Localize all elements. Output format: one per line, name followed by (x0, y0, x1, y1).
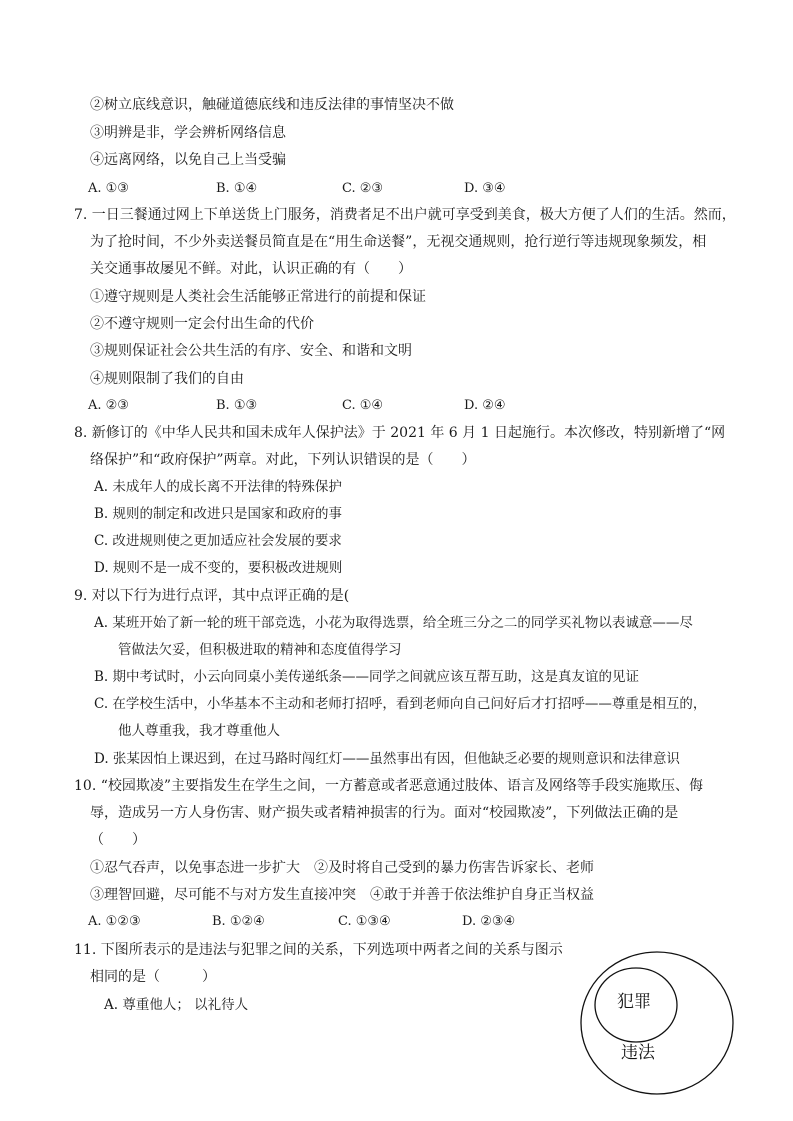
q8-stem-line-2: 络保护”和“政府保护”两章。对此，下列认识错误的是（ ） (90, 452, 476, 468)
q10-option-d: D. ②③④ (462, 914, 516, 929)
q9-option-b: B. 期中考试时，小云向同桌小美传递纸条——同学之间就应该互帮互助，这是真友谊的见证 (94, 669, 640, 685)
statement-2: ②树立底线意识，触碰道德底线和违反法律的事情坚决不做 (90, 97, 454, 113)
q11-stem-line-1: 11. 下图所表示的是违法与犯罪之间的关系，下列选项中两者之间的关系与图示 (74, 942, 563, 958)
q7-statement-4: ④规则限制了我们的自由 (90, 371, 244, 387)
q9-option-c-line-1: C. 在学校生活中，小华基本不主动和老师打招呼，看到老师向自己问好后才打招呼——尊重是相互的， (94, 696, 707, 712)
q7-statement-2: ②不遵守规则一定会付出生命的代价 (90, 316, 314, 332)
q9-stem: 9. 对以下行为进行点评，其中点评正确的是( (74, 588, 350, 604)
q10-stem-line-2: 辱，造成另一方人身伤害、财产损失或者精神损害的行为。面对“校园欺凌”，下列做法正确的是 (90, 805, 679, 821)
q11-option-a: A. 尊重他人； 以礼待人 (104, 997, 249, 1013)
option-c: C. ②③ (342, 181, 384, 196)
q8-stem-line-1: 8. 新修订的《中华人民共和国未成年人保护法》于 2021 年 6 月 1 日起施行。本次修改，特别新增了“网 (74, 425, 726, 441)
q9-option-a-line-1: A. 某班开始了新一轮的班干部竞选，小花为取得选票，给全班三分之二的同学买礼物以表诚意——尽 (94, 615, 693, 631)
q10-option-c: C. ①③④ (338, 914, 391, 929)
q10-option-a: A. ①②③ (88, 914, 141, 929)
outer-label: 违法 (621, 1043, 655, 1063)
q10-statements-line-1: ①忍气吞声，以免事态进一步扩大 ②及时将自己受到的暴力伤害告诉家长、老师 (90, 860, 594, 876)
q7-stem-line-3: 关交通事故屡见不鲜。对此，认识正确的有（ ） (90, 261, 412, 277)
q7-option-b: B. ①③ (216, 398, 258, 413)
q8-option-c: C. 改进规则使之更加适应社会发展的要求 (94, 533, 342, 549)
q7-option-d: D. ②④ (464, 398, 506, 413)
q7-statement-1: ①遵守规则是人类社会生活能够正常进行的前提和保证 (90, 289, 426, 305)
option-d: D. ③④ (464, 181, 506, 196)
q7-option-c: C. ①④ (342, 398, 384, 413)
q9-option-d: D. 张某因怕上课迟到，在过马路时闯红灯——虽然事出有因，但他缺乏必要的规则意识和法律意识 (94, 751, 680, 767)
q8-option-a: A. 未成年人的成长离不开法律的特殊保护 (94, 479, 342, 495)
q8-option-b: B. 规则的制定和改进只是国家和政府的事 (94, 506, 343, 522)
inner-label: 犯罪 (617, 992, 651, 1012)
q10-option-b: B. ①②④ (212, 914, 265, 929)
q9-option-a-line-2: 管做法欠妥，但积极进取的精神和态度值得学习 (118, 642, 402, 658)
q7-stem-line-2: 为了抢时间，不少外卖送餐员简直是在“用生命送餐”，无视交通规则，抢行逆行等违规现象频发，相 (90, 234, 707, 250)
statement-3: ③明辨是非，学会辨析网络信息 (90, 125, 286, 141)
venn-diagram (578, 948, 736, 1098)
q10-statements-line-2: ③理智回避，尽可能不与对方发生直接冲突 ④敢于并善于依法维护自身正当权益 (90, 887, 594, 903)
q11-stem-line-2: 相同的是（ ） (90, 969, 216, 985)
statement-4: ④远离网络，以免自己上当受骗 (90, 152, 286, 168)
option-b: B. ①④ (216, 181, 258, 196)
q10-stem-line-3: （ ） (90, 832, 146, 848)
q9-option-c-line-2: 他人尊重我，我才尊重他人 (118, 723, 280, 739)
q7-option-a: A. ②③ (88, 398, 129, 413)
q8-option-d: D. 规则不是一成不变的，要积极改进规则 (94, 560, 343, 576)
q7-statement-3: ③规则保证社会公共生活的有序、安全、和谐和文明 (90, 343, 412, 359)
q10-stem-line-1: 10. “校园欺凌”主要指发生在学生之间，一方蓄意或者恶意通过肢体、语言及网络等手段实施欺压、侮 (74, 778, 704, 794)
option-a: A. ①③ (88, 181, 129, 196)
q7-stem-line-1: 7. 一日三餐通过网上下单送货上门服务，消费者足不出户就可享受到美食，极大方便了人们的生活。然而， (74, 207, 736, 223)
